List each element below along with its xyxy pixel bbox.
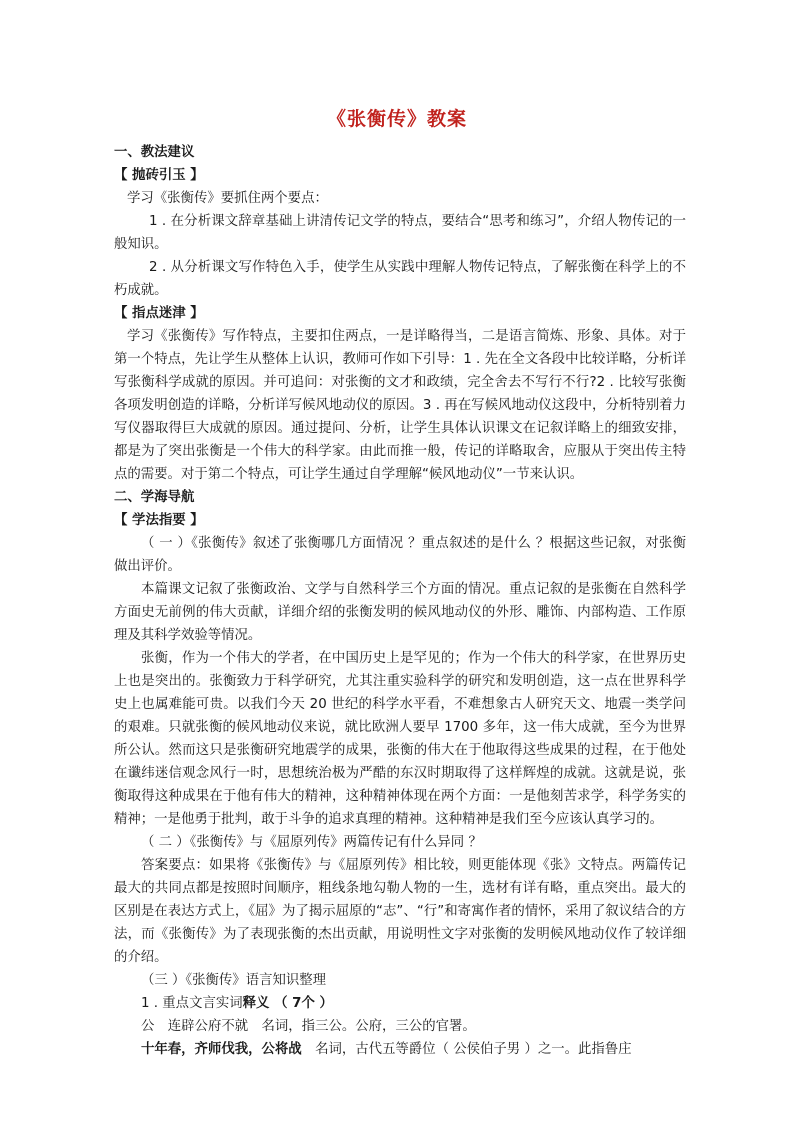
question-3: （三 ）《张衡传》语言知识整理 — [141, 973, 327, 988]
document-title: 《张衡传》教案 — [326, 108, 467, 130]
list-item-1 — [114, 992, 686, 1015]
subsection-heading-1: 【 抛砖引玉 】 — [114, 168, 204, 183]
document-body — [114, 141, 686, 1061]
entry-example — [114, 1038, 686, 1061]
subsection-heading-3: 【 学法指要 】 — [114, 513, 204, 528]
list-item-1-prefix: 1 . 重点文言实词 — [141, 996, 243, 1011]
answer-3: 答案要点：如果将《张衡传》与《屈原列传》相比较，则更能体现《张》文特点。两篇传记最大的共同点都是按照时间顺序，粗线条地勾勒人物的一生，选材有详有略，重点突出。最大的区别是在表达方式上，《屈》为了揭示屈原的“志”、“行”和寄寓作者的情怀，采用了叙议结合的方法，而《张衡传》为了表现张衡的杰出贡献，用说明性文字对张衡的发明候风地动仪作了较详细的介绍。 — [114, 858, 686, 965]
paragraph-point-2: 2 . 从分析课文写作特色入手，使学生从实践中理解人物传记特点，了解张衡在科学上的不朽成就。 — [114, 260, 686, 298]
answer-2: 张衡，作为一个伟大的学者，在中国历史上是罕见的；作为一个伟大的科学家，在世界历史上也是突出的。张衡致力于科学研究，尤其注重实验科学的研究和发明创造，这一点在世界科学史上也属难能可贵。以我们今天 20 世纪的科学水平看，不难想象古人研究天文、地震一类学问的艰难。只就张衡的候风地动仪来说，就比欧洲人要早 1700 多年，这一伟大成就，至今为世界所公认。然而这只是张衡研究地震学的成果，张衡的伟大在于他取得这些成果的过程，在于他处在谶纬迷信观念风行一时，思想统治极为严酷的东汉时期取得了这样辉煌的成就。这就是说，张衡取得这种成果在于他有伟大的精神，这种精神体现在两个方面：一是他刻苦求学，科学务实的精神；一是他勇于批判，敢于斗争的追求真理的精神。这种精神是我们至今应该认真学习的。 — [114, 651, 686, 827]
section-heading-2: 二、学海导航 — [114, 490, 195, 505]
answer-1: 本篇课文记叙了张衡政治、文学与自然科学三个方面的情况。重点记叙的是张衡在自然科学方面史无前例的伟大贡献，详细介绍的张衡发明的候风地动仪的外形、雕饰、内部构造、工作原理及其科学效验等情况。 — [114, 582, 686, 643]
question-2: （ 二 ）《张衡传》与《屈原列传》两篇传记有什么异同 ？ — [141, 835, 482, 850]
subsection-heading-2: 【 指点迷津 】 — [114, 306, 204, 321]
example-explanation: 名词，古代五等爵位（ 公侯伯子男 ）之一。此指鲁庄 — [301, 1042, 632, 1057]
paragraph-guidance: 学习《张衡传》写作特点，主要扣住两点，一是详略得当，二是语言简炼、形象、具体。对于第一个特点，先让学生从整体上认识，教师可作如下引导：1 . 先在全文各段中比较详略，分析详写张衡科学成就的原因。并可追问：对张衡的文才和政绩，完全舍去不写行不行?2 . 比较写张衡各项发明创造的详略，分析详写候风地动仪的原因。3 . 再在写候风地动仪这段中，分析特别着力写仪器取得巨大成就的原因。通过提问、分析，让学生具体认识课文在记叙详略上的细致安排，都是为了突出张衡是一个伟大的科学家。由此而推一般，传记的详略取舍，应服从于突出传主特点的需要。对于第二个特点，可让学生通过自学理解“候风地动仪”一节来认识。 — [114, 329, 686, 482]
list-item-1-bold: 释义 （ 7个 ） — [242, 996, 333, 1011]
paragraph-intro: 学习《张衡传》要抓住两个要点： — [127, 191, 328, 206]
example-quote: 十年春，齐师伐我，公将战 — [141, 1042, 302, 1057]
entry-gong: 公 连辟公府不就 名词，指三公。公府，三公的官署。 — [141, 1019, 476, 1034]
question-1: （ 一 ）《张衡传》叙述了张衡哪几方面情况 ？重点叙述的是什么 ？根据这些记叙，对张衡做出评价。 — [114, 536, 686, 574]
paragraph-point-1: 1 . 在分析课文辞章基础上讲清传记文学的特点，要结合“思考和练习”，介绍人物传记的一般知识。 — [114, 214, 686, 252]
section-heading-1: 一、教法建议 — [114, 145, 195, 160]
